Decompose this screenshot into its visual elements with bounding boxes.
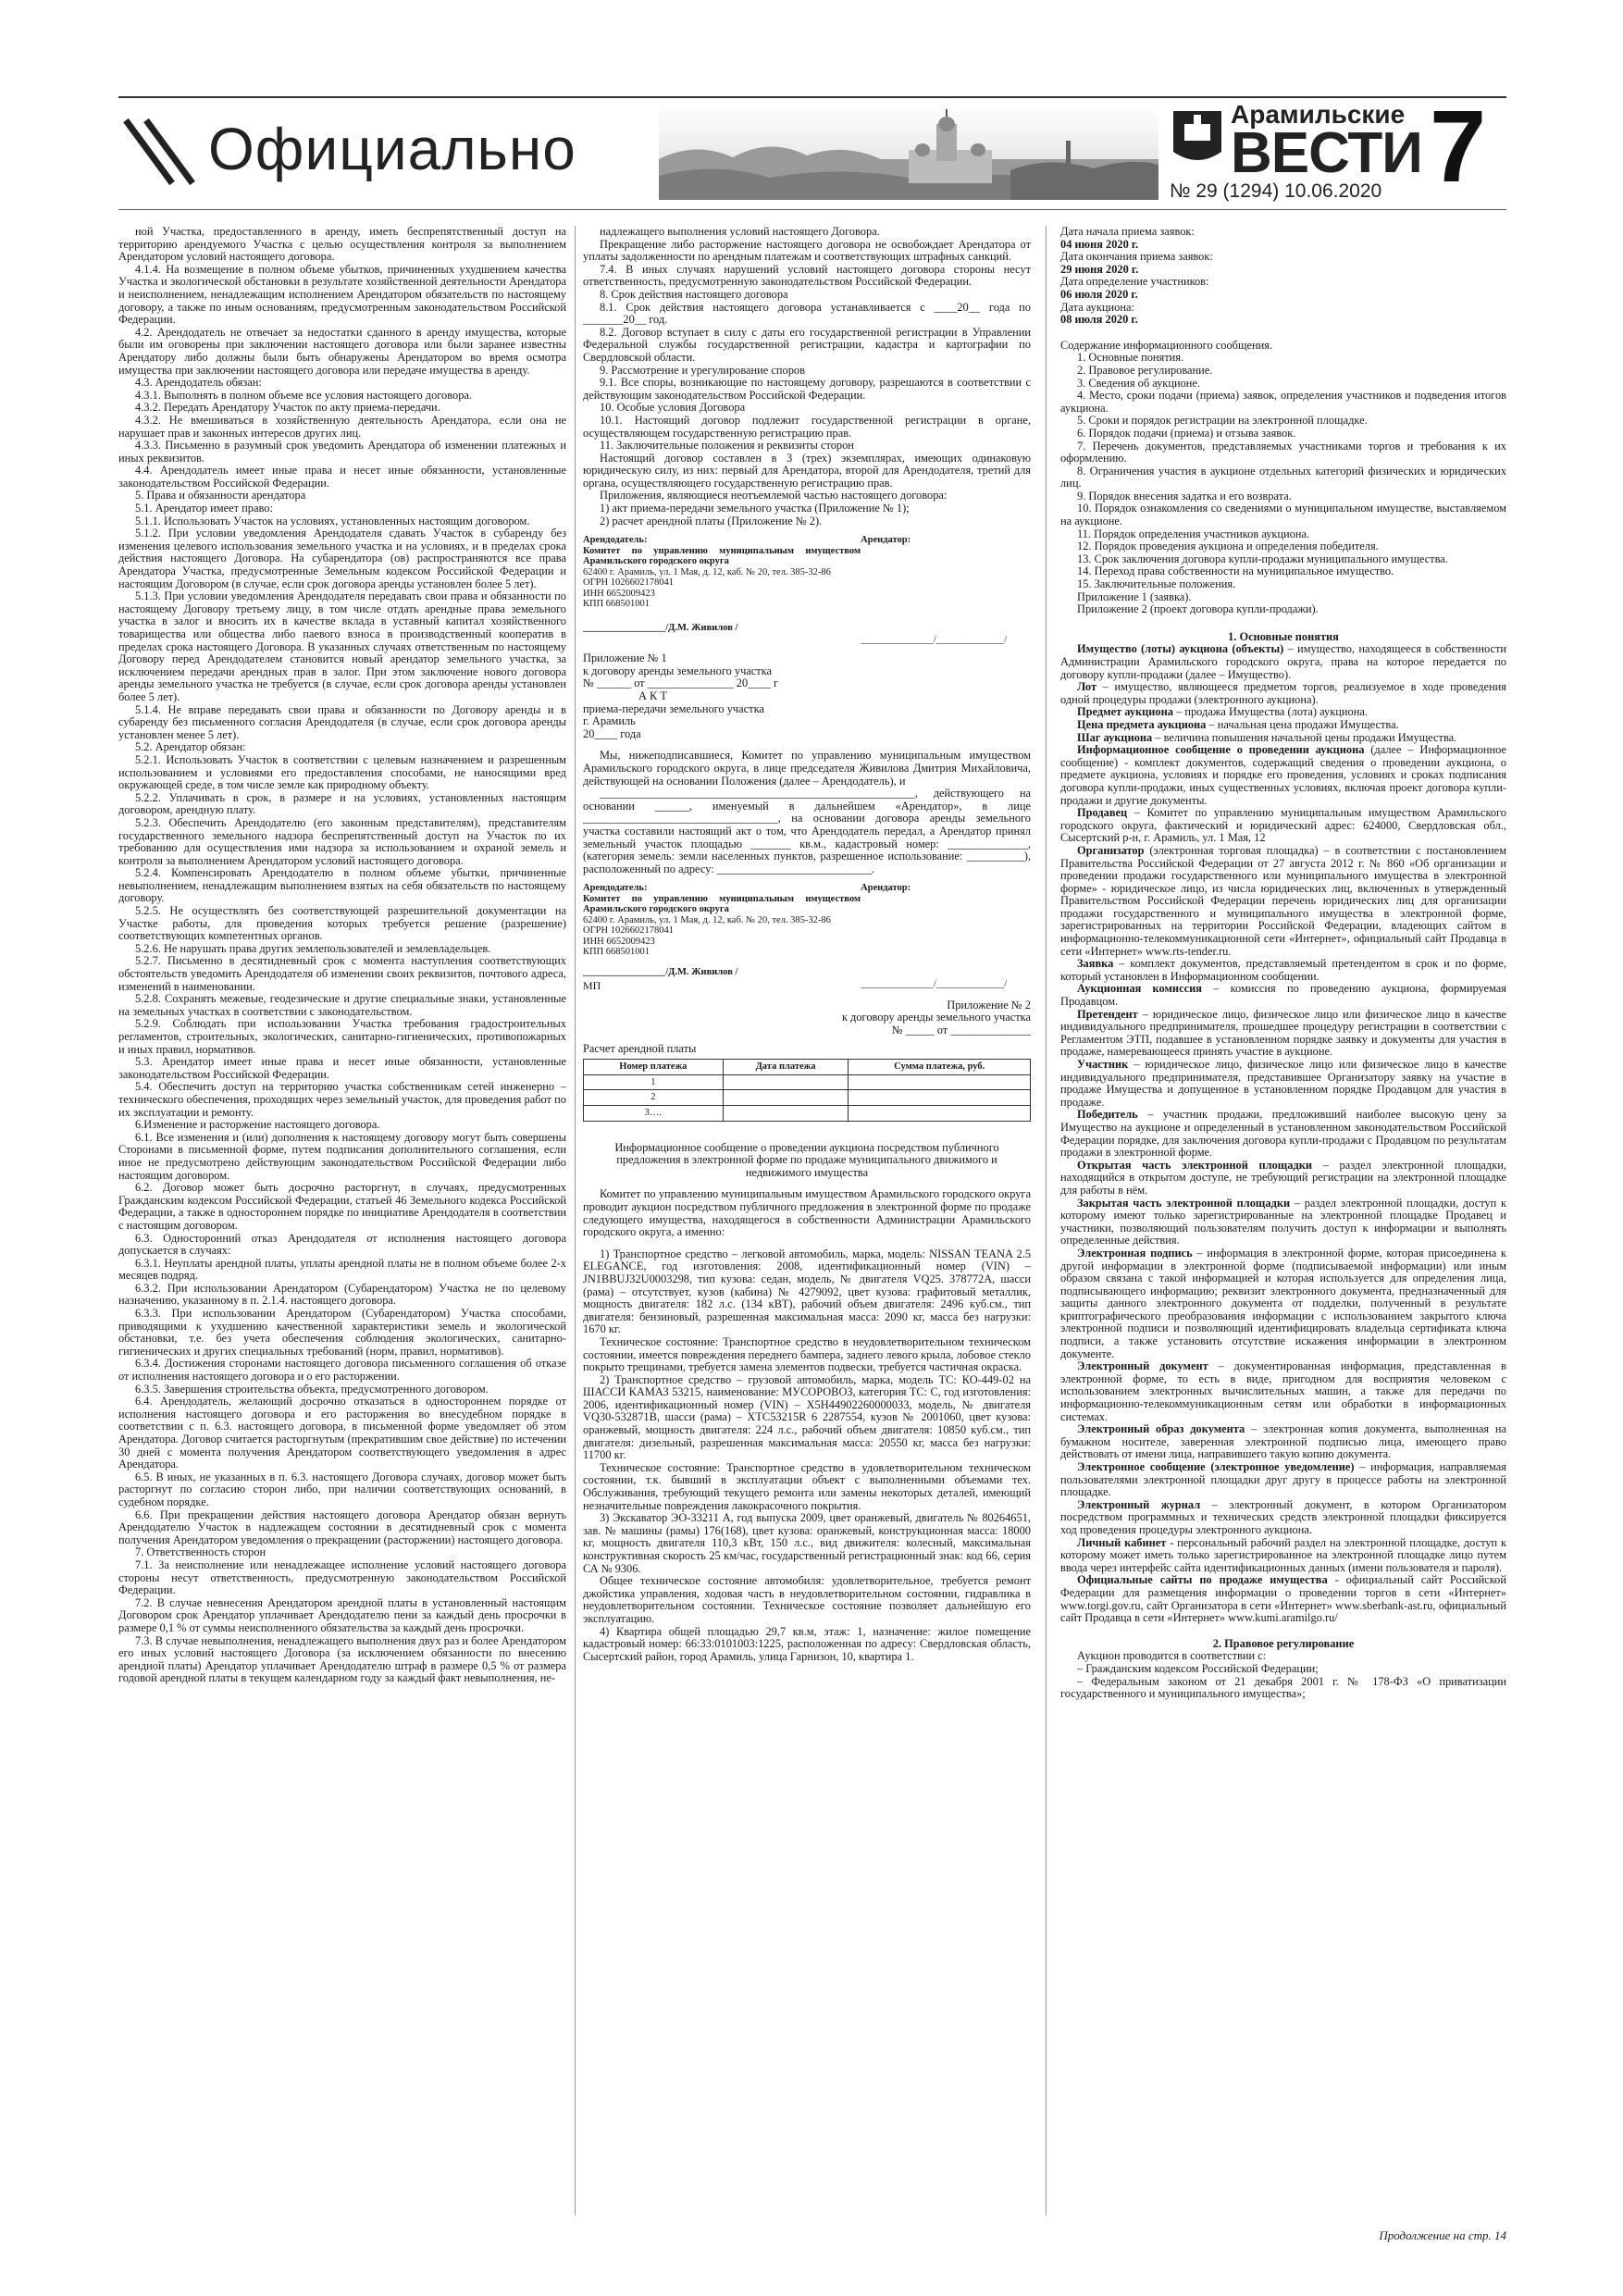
contract-paragraph: 10. Особые условия Договора: [600, 401, 746, 415]
contract-paragraph: 8.1. Срок действия настоящего договора устанавливается с ____20__ года по _______20__ год.: [583, 300, 1031, 327]
definition-item: [1060, 1360, 1506, 1423]
date-label: Дата окончания приема заявок:: [1060, 250, 1213, 264]
contract-paragraph: 6.3. Односторонний отказ Арендодателя от исполнения настоящего договора допускается в случаях:: [118, 1231, 566, 1258]
definition-term: Шаг аукциона: [1077, 730, 1153, 744]
definition-item: [1060, 845, 1506, 958]
contract-paragraph: 6.3.1. Неуплаты арендной платы, уплаты арендной платы не в полном объеме более 2-х месяцев подряд.: [118, 1256, 566, 1283]
definition-text: – раздел электронной площадки, доступ к которому имеют только зарегистрированные на электронной площадке Продавец и участники, позволяющий пользователям получить доступ к информации и выполнять определенные действия.: [1060, 1196, 1506, 1247]
contract-paragraph: надлежащего выполнения условий настоящего Договора.: [600, 226, 880, 238]
contract-paragraph: 4.3.2. Передать Арендатору Участок по акту приема-передачи.: [135, 401, 440, 415]
auction-dates: [1060, 226, 1506, 327]
contract-paragraph: 5.1. Арендатор имеет право:: [135, 502, 273, 515]
column-divider: [575, 226, 576, 2215]
contract-paragraph: 6.5. В иных, не указанных в п. 6.3. настоящего Договора случаях, договор может быть расторгнут по согласию сторон либо, при наличии соответствующих оснований, в судебном порядке.: [118, 1470, 566, 1508]
double-slash-icon: [118, 111, 202, 194]
contract-paragraph: 5.2.9. Соблюдать при использовании Участка требования градостроительных регламентов, строительных, экологических, санитарно-гигиенических, противопожарных и иных правил, нормативов.: [118, 1017, 566, 1056]
definition-term: Открытая часть электронной площадки: [1077, 1158, 1313, 1172]
town-photo-image: [659, 104, 1158, 200]
contract-paragraph: 4.1.4. На возмещение в полном объеме убытков, причиненных ухудшением качества Участка и экологической обстановки в результате хозяйственной деятельности Арендатора и неисполнением, ненадлежащим исполнением Арендатором обязательств по настоящему договору, а также по иным основаниям, предусмотренным законодательством Российской Федерации.: [118, 262, 566, 327]
contract-paragraph: 6.2. Договор может быть досрочно расторгнут, в случаях, предусмотренных Гражданским кодексом Российской Федерации, статьей 46 Земельного кодекса Российской Федерации, а также в одностороннем порядке по инициативе Арендодателя в соответствии с настоящим договором.: [118, 1181, 566, 1232]
table-row: 3….: [584, 1106, 1031, 1122]
definition-term: Информационное сообщение о проведении аукциона: [1077, 743, 1365, 757]
contract-paragraph: 2) расчет арендной платы (Приложение № 2).: [600, 514, 823, 527]
contents-item: 12. Порядок проведения аукциона и определения победителя.: [1077, 540, 1379, 553]
auction-lot-paragraph: Техническое состояние: Транспортное средство в удовлетворительном техническом состоянии, т.к. бывший в эксплуатации объект с выполненными объемами тех. Обслуживания, требующий текущего ремонта или замены некоторых деталей, имеющий незначительные повреждения лакокрасочного покрытия.: [583, 1460, 1031, 1512]
contract-paragraph: 6.6. При прекращении действия настоящего договора Арендатор обязан вернуть Арендодателю Участок в надлежащем состоянии в десятидневный срок с момента получения Арендатором уведомления о прекращении (расторжении) настоящего договора.: [118, 1508, 566, 1546]
date-value: 08 июля 2020 г.: [1060, 313, 1138, 327]
definition-item: [1060, 1423, 1506, 1461]
contract-paragraph: 9. Рассмотрение и урегулирование споров: [600, 363, 805, 377]
contract-paragraph: 7.1. За неисполнение или ненадлежащее исполнение условий настоящего договора стороны несут ответственность, предусмотренную законодательством Российской Федерации.: [118, 1558, 566, 1597]
contents-item: 10. Порядок ознакомления со сведениями о муниципальном имуществе, выставляемом на аукционе.: [1060, 502, 1506, 528]
auction-lot-paragraph: Общее техническое состояние автомобиля: удовлетворительное, требуется ремонт джойстика управления, ходовая часть в неудовлетворительном состоянии, гидравлика в неудовлетворительном состоянии. Техническое состояние позволяет дальнейшую его эксплуатацию.: [583, 1574, 1031, 1625]
definition-text: – документированная информация, представленная в электронной форме, то есть в виде, пригодном для восприятия человеком с использованием электронных вычислительных машин, а также для передачи по информационно-телекоммуникационным сетям или обработки в информационных системах.: [1060, 1359, 1506, 1423]
definition-term: Продавец: [1077, 806, 1128, 820]
contract-paragraph: 5.2.5. Не осуществлять без соответствующей разрешительной документации на Участке работы, для проведения которых требуется решение (разрешение) соответствующих компетентных органов.: [118, 904, 566, 943]
contract-paragraph: 5.4. Обеспечить доступ на территорию участка собственникам сетей инженерно – технического обеспечения, проходящих через земельный участок, для проведения работ по их эксплуатации и ремонту.: [118, 1080, 566, 1119]
definition-term: Участник: [1077, 1058, 1129, 1071]
contract-paragraph: 10.1. Настоящий договор подлежит государственной регистрации в органе, осуществляющем государственную регистрацию прав.: [583, 413, 1031, 440]
definition-term: Организатор: [1077, 843, 1145, 857]
contents-item: 7. Перечень документов, представляемых участниками торгов и требования к их оформлению.: [1060, 439, 1506, 465]
issue-number-date: № 29 (1294) 10.06.2020: [1170, 180, 1382, 202]
definition-term: Победитель: [1077, 1108, 1138, 1122]
definition-text: – юридическое лицо, физическое лицо или физическое лицо в качестве индивидуального предпринимателя, представившее Организатору заявку на участие в продаже Имущества и допущенное в установленном порядке Продавцом для участия в продаже.: [1060, 1058, 1506, 1109]
table-row: 1: [584, 1074, 1031, 1090]
definition-item: [1060, 1574, 1506, 1624]
contract-paragraph: 5.1.2. При условии уведомления Арендодателя сдавать Участок в субаренду без изменения целевого использования земельного участка и на условиях, и в пределах срока действия настоящего Договора. На субарендатора (ов) распространяются все права Арендатора Участка, предусмотренные Земельным кодексом Российской Федерации и настоящим Договором (в случае, если срок договора аренды установлен более 5 лет).: [118, 527, 566, 590]
definition-term: Электронное сообщение (электронное уведомление): [1077, 1460, 1355, 1473]
contents-item: 3. Сведения об аукционе.: [1077, 376, 1200, 390]
column-auction-info: Дата начала приема заявок: 04 июня 2020 г. Дата окончания приема заявок: 29 июня 2020 г. Дата определение участников: 06 июля 2020 г. Дата аукциона: 08 июля 2020 г. Содержание информационного сообщения. 1. Основные понятия. 2. Правовое регулирование. 3. Сведения об аукционе. 4. Место, сроки подачи (приема) заявок, определения участников и подведения итогов аукциона. 5. Сроки и порядок регистрации на электронной площадке. 6. Порядок подачи (приема) и отзыва заявок. 7. Перечень документов, представляемых участниками торгов и требования к их оформлению. 8. Ограничения участия в аукционе отдельных категорий физических и юридических лиц. 9. Порядок внесения задатка и его возврата. 10. Порядок ознакомления со сведениями о муниципальном имуществе, выставляемом на аукционе. 11. Порядок определения участников аукциона. 12. Порядок проведения аукциона и определения победителя. 13. Срок заключения договора купли-продажи муниципального имущества. 14. Переход права собственности на муниципальное имущество. 15. Заключительные положения. Приложение 1 (заявка). Приложение 2 (проект договора купли-продажи). 1. Основные понятия Имущество (лоты) аукциона (объекты) – имущество, находящееся в собственности Администрации Арамильского городского округа, права на которое передается по договору купли-продажи (далее – Имущество). Лот – имущество, являющееся предметом торгов, реализуемое в ходе проведения одной процедуры продажи (электронного аукциона). Предмет аукциона – продажа Имущества (лота) аукциона. Цена предмета аукциона – начальная цена продажи Имущества. Шаг аукциона – величина повышения начальной цены продажи Имущества. Информационное сообщение о проведении аукциона (далее – Информационное сообщение) - комплект документов, содержащий сведения о проведении аукциона, о предмете аукциона, условиях и порядке его проведения, условиях и сроках подписания договора купли-продажи, иных существенных условиях, включая проект договора купли-продажи и другие документы. Продавец – Комитет по управлению муниципальным имуществом Арамильского городского округа, фактический и юридический адрес: 624000, Свердловская обл., Сысертский р-н, г. Арамиль, ул. 1 Мая, 12 Организатор (электронная торговая площадка) – в соответствии с постановлением Правительства Российской Федерации от 27 августа 2012 г. № 860 «Об организации и проведении продажи государственного или муниципального имущества в электронной форме» - юридическое лицо, из числа юридических лиц, включенных в утвержденный Правительством Российской Федерации перечень юридических лиц для организации продажи государственного и муниципального имущества в электронной форме, зарегистрированных на территории Российской Федерации, владеющих сайтом в информационно-телекоммуникационной сети «Интернет», официальный сайт Продавца в сети «Интернет» www.rts-tender.ru. Заявка – комплект документов, представляемый претендентом в срок и по форме, который установлен в Информационном сообщении. Аукционная комиссия – комиссия по проведению аукциона, формируемая Продавцом. Претендент – юридическое лицо, физическое лицо или физическое лицо в качестве индивидуального предпринимателя, прошедшее процедуру регистрации в соответствии с Регламентом ЭТП, подавшее в установленном порядке заявку и документы для участия в продаже, намеревающееся принять участие в аукционе. Участник – юридическое лицо, физическое лицо или физическое лицо в качестве индивидуального предпринимателя, представившее Организатору заявку на участие в продаже Имущества и допущенное в установленном порядке Продавцом для участия в продаже. Победитель – участник продажи, предложивший наиболее высокую цену за Имущество на аукционе и определенный в установленном законодательством Российской Федерации порядке, для заключения договора купли-продажи с Продавцом по результатам продажи в электронной форме. Открытая часть электронной площадки – раздел электронной площадки, находящийся в открытом доступе, не требующий регистрации на электронной площадке для работы в нём. Закрытая часть электронной площадки – раздел электронной площадки, доступ к которому имеют только зарегистрированные на электронной площадке Продавец и участники, позволяющий пользователям получить доступ к информации и выполнять определенные действия. Электронная подпись – информация в электронной форме, которая присоединена к другой информации в электронной форме (подписываемой информации) или иным образом связана с такой информацией и которая используется для определения лица, подписывающего информацию; реквизит электронного документа, предназначенный для защиты данного электронного документа от подделки, полученный в результате криптографического преобразования информации с использованием закрытого ключа электронной подписи и позволяющий идентифицировать владельца сертификата ключа подписи, а также установить отсутствие искажения информации в электронном документе. Электронный документ – документированная информация, представленная в электронной форме, то есть в виде, пригодном для восприятия человеком с использованием электронных вычислительных машин, а также для передачи по информационно-телекоммуникационным сетям или обработки в информационных системах. Электронный образ документа – электронная копия документа, выполненная на бумажном носителе, заверенная электронной подписью лица, имеющего право действовать от имени лица, направившего такую копию документа. Электронное сообщение (электронное уведомление) – информация, направляемая пользователями электронной площадки друг другу в процессе работы на электронной площадке. Электронный журнал – электронный документ, в котором Организатором посредством программных и технических средств электронной площадки фиксируется ход проведения процедуры электронного аукциона. Личный кабинет - персональный рабочий раздел на электронной площадке, доступ к которому может иметь только зарегистрированное на электронной площадке лицо путем ввода через интерфейс сайта идентификационных данных (имени пользователя и пароля). Официальные сайты по продаже имущества - официальный сайт Российской Федерации для размещения информации о проведении торгов в сети «Интернет» www.torgi.gov.ru, сайт Организатора в сети «Интернет» www.sberbank-ast.ru, официальный сайт Продавца в сети «Интернет» www.kumi.aramilgo.ru/ 2. Правовое регулирование Аукцион проводится в соответствии с: – Гражданским кодексом Российской Федерации; – Федеральным законом от 21 декабря 2001 г. № 178-ФЗ «О приватизации государственного и муниципального имущества»;: [1060, 226, 1506, 1701]
contract-paragraph: 5. Права и обязанности арендатора: [135, 489, 306, 503]
contract-end-clauses: [583, 226, 1031, 527]
appendix-1: Приложение № 1 к договору аренды земельного участка № ______ от _______________ 20____ г А К Т приема-передачи земельного участка г. Арамиль 20____ года Мы, нижеподписавшиеся, Комитет по управлению муниципальным имуществом Арамильского городского округа, в лице председателя Живилова Дмитрия Михайловича, действующей на основании Положения (далее – Арендодатель), и _______________________________________________________, действующего на основании ______, именуемый в дальнейшем «Арендатор», в лице __________________________________, на основании договора аренды земельного участка составили настоящий акт о том, что Арендодатель передал, а Арендатор принял земельный участок площадью _______ кв.м., кадастровый номер: ______________, (категория земель: земли населенных пунктов, разрешенное использование: __________), расположенный по адресу: ___________________________.: [583, 652, 1031, 875]
column-lease-contract: [118, 226, 566, 2225]
definition-text: (электронная торговая площадка) – в соответствии с постановлением Правительства Российской Федерации от 27 августа 2012 г. № 860 «Об организации и проведении продажи государственного или муниципального имущества в электронной форме» - юридическое лицо, из числа юридических лиц, включенных в утвержденный Правительством Российской Федерации перечень юридических лиц для организации продажи государственного и муниципального имущества в электронной форме, зарегистрированных на территории Российской Федерации, владеющих сайтом в информационно-телекоммуникационной сети «Интернет», официальный сайт Продавца в сети «Интернет» www.rts-tender.ru.: [1060, 843, 1506, 958]
definition-text: - официальный сайт Российской Федерации для размещения информации о проведении торгов в сети «Интернет» www.torgi.gov.ru, сайт Организатора в сети «Интернет» www.sberbank-ast.ru, официальный сайт Продавца в сети «Интернет» www.kumi.aramilgo.ru/: [1060, 1573, 1506, 1625]
definition-item: [1060, 1198, 1506, 1247]
definition-item: [1060, 681, 1506, 706]
definition-term: Предмет аукциона: [1077, 705, 1173, 719]
definition-text: – раздел электронной площадки, находящийся в открытом доступе, не требующий регистрации на электронной площадке для работы в нём.: [1060, 1158, 1506, 1197]
definition-item: [1060, 1499, 1506, 1537]
contract-paragraph: 6.1. Все изменения и (или) дополнения к настоящему договору могут быть совершены Сторонами в письменной форме, путем подписания дополнительного соглашения, если иное не предусмотрено действующим законодательством Российской Федерации либо настоящим договором.: [118, 1130, 566, 1182]
definition-item: [1060, 807, 1506, 845]
definition-item: [1060, 983, 1506, 1008]
definition-text: – продажа Имущества (лота) аукциона.: [1172, 705, 1368, 719]
contract-paragraph: Настоящий договор составлен в 3 (трех) экземплярах, имеющих одинаковую юридическую силу, из них: первый для Арендатора, второй для Арендодателя, третий для органа, осуществляющего государственную регистрацию прав.: [583, 451, 1031, 490]
contract-paragraph: 4.3. Арендодатель обязан:: [135, 376, 262, 390]
contract-paragraph: 5.2.2. Уплачивать в срок, в размере и на условиях, установленных настоящим договором, арендную плату.: [118, 790, 566, 817]
definition-text: – Комитет по управлению муниципальным имуществом Арамильского городского округа, фактический и юридический адрес: 624000, Свердловская обл., Сысертский р-н, г. Арамиль, ул. 1 Мая, 12: [1060, 806, 1506, 845]
contents-item: 2. Правовое регулирование.: [1077, 363, 1213, 377]
date-value: 06 июля 2020 г.: [1060, 287, 1138, 301]
definition-text: – комиссия по проведению аукциона, формируемая Продавцом.: [1060, 982, 1506, 1009]
definition-item: [1060, 958, 1506, 983]
definition-term: Цена предмета аукциона: [1077, 717, 1207, 731]
contract-paragraph: 7.3. В случае невыполнения, ненадлежащего выполнения двух раз и более Арендатором его иных условий настоящего Договора (за исключением обязанности по внесению арендной платы) Арендатор уплачивает Арендодателю штраф в размере 0,5 % от размера годовой арендной платы в текущем календарном году за каждый факт невыполнения, не-: [118, 1633, 566, 1685]
definition-text: – имущество, находящееся в собственности Администрации Арамильского городского округа, права на которое передается по договору купли-продажи (далее – Имущество).: [1060, 642, 1506, 681]
definition-text: – участник продажи, предложивший наиболее высокую цену за Имущество на аукционе и определенный в установленном законодательством Российской Федерации порядке, для заключения договора купли-продажи с Продавцом по результатам продажи в электронной форме.: [1060, 1108, 1506, 1160]
contract-paragraph: 6.4. Арендодатель, желающий досрочно отказаться в одностороннем порядке от исполнения настоящего договора и его расторжения во внесудебном порядке в соответствии с п. 6.3. настоящего договора, в письменной форме уведомляет об этом Арендатора. Договор считается расторгнутым (прекратившим свое действие) по истечении 30 дней с момента получения Арендатором соответствующего уведомления в адрес Арендатора.: [118, 1395, 566, 1471]
definition-item: [1060, 1537, 1506, 1575]
contract-paragraph: 5.2.1. Использовать Участок в соответствии с целевым назначением и разрешенным использованием и условиями его предоставления способами, не наносящими вред окружающей среде, в том числе земле как природному объекту.: [118, 752, 566, 792]
definition-item: [1060, 1247, 1506, 1360]
definitions-list: [1060, 643, 1506, 1624]
contract-paragraph: Прекращение либо расторжение настоящего договора не освобождает Арендатора от уплаты задолженности по арендным платежам и соответствующих штрафных санкций.: [583, 237, 1031, 264]
contract-paragraph: 5.1.1. Использовать Участок на условиях, установленных настоящим договором.: [135, 514, 530, 527]
definition-text: – комплект документов, представляемый претендентом в срок и по форме, который установлен в Информационном сообщении.: [1060, 957, 1506, 983]
contents-item: 11. Порядок определения участников аукциона.: [1077, 527, 1310, 540]
contract-paragraph: 5.1.4. Не вправе передавать свои права и обязанности по Договору аренды и в субаренду без письменного согласия Арендодателя (в случае, если срок договора аренды установлен менее 5 лет).: [118, 702, 566, 741]
contents-list: [1060, 352, 1506, 615]
auction-lot-paragraph: 4) Квартира общей площадью 29,7 кв.м, этаж: 1, назначение: жилое помещение кадастровый номер: 66:33:0101003:1225, расположенная по адресу: Свердловская область, Сысертский район, город Арамиль, улица Гарнизон, 10, квартира 1.: [583, 1624, 1031, 1663]
definition-item: [1060, 1109, 1506, 1159]
contents-item: 1. Основные понятия.: [1077, 351, 1184, 365]
contract-paragraph: 4.2. Арендодатель не отвечает за недостатки сданного в аренду имущества, которые были им оговорены при заключении настоящего договора или были заранее известны Арендатору либо должны были быть обнаружены Арендатором во время осмотра имущества при заключении настоящего договора или передаче имущества в аренду.: [118, 325, 566, 377]
auction-lot-paragraph: 1) Транспортное средство – легковой автомобиль, марка, модель: NISSAN TEANA 2.5 ELEGANCE, год изготовления: 2008, идентификационный номер (VIN) – JN1BBUJ32U0003298, тип кузова: седан, модель, № двигателя VQ25. 378772A, шасси (рама) – отсутствует, кузов (кабина) № 4279092, цвет кузова: графитовый металлик, мощность двигателя: 182 л.с. (134 кВТ), рабочий объем двигателя: 2496 куб.см., тип двигателя: бензиновый, разрешенная максимальная масса: 2090 кг, масса без нагрузки: 1670 кг.: [583, 1247, 1031, 1336]
contents-item: Приложение 2 (проект договора купли-продажи).: [1077, 602, 1319, 616]
signature-block-1: Арендодатель: Комитет по управлению муниципальным имуществом Арамильского городского округа 62400 г. Арамиль, ул. 1 Мая, д. 12, каб. № 20, тел. 385-32-86 ОГРН 1026602178041 ИНН 6652009423 КПП 668501001 _________________/Д.М. Живилов / Арендатор: _______________/______________/: [583, 535, 1008, 645]
definition-item: [1060, 1461, 1506, 1499]
contract-paragraph: 5.1.3. При условии уведомления Арендодателя передавать свои права и обязанности по настоящему Договору третьему лицу, в том числе отдать арендные права земельного участка в залог и вносить их в качестве вклада в уставный капитал хозяйственного товарищества или общества либо паевого взноса в производственный кооператив в пределах срока настоящего Договора. В указанных случаях ответственным по настоящему Договору перед Арендодателем становится новый арендатор земельного участка, за исключением передачи арендных прав в залог. При этом заключение нового договора аренды земельного участка не требуется (в случае, если срок договора аренды установлен более 5 лет).: [118, 590, 566, 703]
definition-item: [1060, 744, 1506, 807]
definition-term: Имущество (лоты) аукциона (объекты): [1077, 642, 1284, 656]
auction-notice: Информационное сообщение о проведении аукциона посредством публичного предложения в электронной форме по продаже муниципального движимого и недвижимого имущества Комитет по управлению муниципальным имуществом Арамильского городского округа проводит аукцион посредством публичного предложения в электронной форме по продаже следующего имущества, находящегося в собственности Администрации Арамильского городского округа, а именно: 1) Транспортное средство – легковой автомобиль, марка, модель: NISSAN TEANA 2.5 ELEGANCE, год изготовления: 2008, идентификационный номер (VIN) – JN1BBUJ32U0003298, тип кузова: седан, модель, № двигателя VQ25. 378772A, шасси (рама) – отсутствует, кузов (кабина) № 4279092, цвет кузова: графитовый металлик, мощность двигателя: 182 л.с. (134 кВТ), рабочий объем двигателя: 2496 куб.см., тип двигателя: бензиновый, разрешенная максимальная масса: 2090 кг, масса без нагрузки: 1670 кг. Техническое состояние: Транспортное средство в неудовлетворительном техническом состоянии, имеется повреждения переднего бампера, заднего левого крыла, лобовое стекло покрыто трещинами, требуется замена элементов подвески, требуется частичная окраска. 2) Транспортное средство – грузовой автомобиль, марка, модель ТС: КО-449-02 на ШАССИ КАМАЗ 53215, наименование: МУСОРОВОЗ, категория ТС: С, год изготовления: 2006, идентификационный номер (VIN) – Х5Н44902260000033, модель, № двигателя VQ30-532871B, шасси (рама) – XTC53215R 6 2287554, кузов № 2001060, цвет кузова: оранжевый, мощность двигателя: 224 л.с., рабочий объем двигателя: 10850 куб.см., тип двигателя: дизельный, разрешенная максимальная масса: 20550 кг, масса без нагрузки: 11700 кг. Техническое состояние: Транспортное средство в удовлетворительном техническом состоянии, т.к. бывший в эксплуатации объект с выполненными объемами тех. Обслуживания, требующий текущего ремонта или замены некоторых деталей, имеющий незначительные повреждения лакокрасочного покрытия. 3) Экскаватор ЭО-33211 А, год выпуска 2009, цвет оранжевый, двигатель № 80264651, зав. № машины (рамы) 176(168), цвет кузова: оранжевый, конструкционная масса: 18000 кг, мощность двигателя 110,3 кВт, 150 л.с., вид движителя: колесный, максимальная конструктивная скорость 25 км/час, государственный регистрационный знак: код 66, серия СА № 9306. Общее техническое состояние автомобиля: удовлетворительное, требуется ремонт джойстика управления, ходовая часть в неудовлетворительном состоянии, гидравлика в неудовлетворительном состоянии. Техническое состояние позволяет дальнейшую его эксплуатацию. 4) Квартира общей площадью 29,7 кв.м, этаж: 1, назначение: жилое помещение кадастровый номер: 66:33:0101003:1225, расположенная по адресу: Свердловская область, Сысертский район, город Арамиль, улица Гарнизон, 10, квартира 1.: [583, 1140, 1031, 1663]
column-contract-and-auction: [583, 226, 1031, 2225]
definition-text: – юридическое лицо, физическое лицо или физическое лицо в качестве индивидуального предпринимателя, прошедшее процедуру регистрации в соответствии с Регламентом ЭТП, подавшее в установленном порядке заявку и документы для участия в продаже, намеревающееся принять участие в аукционе.: [1060, 1007, 1506, 1059]
contract-paragraph: 6.3.5. Завершения строительства объекта, предусмотренного договором.: [135, 1382, 489, 1396]
definition-item: [1060, 706, 1506, 719]
section-title: Официально: [208, 116, 576, 182]
contract-paragraph: 5.2.3. Обеспечить Арендодателю (его законным представителям), представителям государственного земельного надзора беспрепятственный доступ на Участок по их требованию для осуществления ими надзора за использованием и охраной земель и контроля за выполнением Арендатором условий настоящего договора.: [118, 815, 566, 867]
contract-paragraph: 5.2.4. Компенсировать Арендодателю в полном объеме убытки, причиненные невыполнением, ненадлежащим выполнением взятых на себя обязательств по настоящему договору.: [118, 866, 566, 905]
definition-term: Личный кабинет: [1077, 1535, 1167, 1549]
contents-item: 8. Ограничения участия в аукционе отдельных категорий физических и юридических лиц.: [1060, 464, 1506, 490]
auction-lot-paragraph: 2) Транспортное средство – грузовой автомобиль, марка, модель ТС: КО-449-02 на ШАССИ КАМАЗ 53215, наименование: МУСОРОВОЗ, категория ТС: С, год изготовления: 2006, идентификационный номер (VIN) – Х5Н44902260000033, модель, № двигателя VQ30-532871B, шасси (рама) – XTC53215R 6 2287554, кузов № 2001060, цвет кузова: оранжевый, мощность двигателя: 224 л.с., рабочий объем двигателя: 10850 куб.см., тип двигателя: дизельный, разрешенная максимальная масса: 20550 кг, масса без нагрузки: 11700 кг.: [583, 1372, 1031, 1462]
definition-text: – электронный документ, в котором Организатором посредством программных и технических средств электронной площадки фиксируется ход проведения процедуры электронного аукциона.: [1060, 1497, 1506, 1536]
contract-paragraph: ной Участка, предоставленного в аренду, иметь беспрепятственный доступ на территорию арендуемого Участка с целью осуществления контроля за выполнением Арендатором условий настоящего договора.: [118, 226, 566, 264]
definition-item: [1060, 719, 1506, 732]
definition-text: – электронная копия документа, выполненная на бумажном носителе, заверенная электронной подписью лица, имеющего право действовать от имени лица, направившего такую копию документа.: [1060, 1422, 1506, 1461]
continued-note: Продолжение на стр. 14: [1379, 2228, 1506, 2242]
definition-term: Электронная подпись: [1077, 1246, 1193, 1260]
contract-paragraph: 4.3.3. Письменно в разумный срок уведомить Арендатора об изменении платежных и иных реквизитов.: [118, 439, 566, 465]
legal-basis-list: [1060, 1650, 1506, 1700]
contract-paragraph: 9.1. Все споры, возникающие по настоящему договору, разрешаются в соответствии с действующим законодательством Российской Федерации.: [583, 376, 1031, 402]
header-bottom-rule: [118, 209, 1506, 210]
page-number: 7: [1430, 90, 1487, 204]
newspaper-name-top: Арамильские: [1231, 100, 1406, 129]
contract-paragraph: 5.2.7. Письменно в десятидневный срок с момента наступления соответствующих обстоятельств уведомить Арендодателя об изменении своих реквизитов, почтового адреса, изменений в наименовании.: [118, 954, 566, 993]
definition-item: [1060, 1009, 1506, 1059]
definition-item: [1060, 732, 1506, 745]
newspaper-name-main: ВЕСТИ: [1231, 121, 1422, 185]
contents-item: 15. Заключительные положения.: [1077, 577, 1236, 591]
appendix-2: Приложение № 2 к договору аренды земельного участка № _____ от ______________ Расчет арендной платы Номер платежа Дата платежа Сумма платежа, руб. 1 2 3….: [583, 999, 1031, 1122]
definition-text: (далее – Информационное сообщение) - комплект документов, содержащий сведения о проведении аукциона, о предмете аукциона, условиях и порядке его проведения, условиях и сроках подписания договора купли-продажи, иных существенных условиях, включая проект договора купли-продажи и другие документы.: [1060, 743, 1506, 807]
date-label: Дата определение участников:: [1060, 275, 1209, 289]
contract-paragraph: Приложения, являющиеся неотъемлемой частью настоящего договора:: [600, 489, 948, 503]
contract-paragraph: 7.2. В случае невнесения Арендатором арендной платы в установленный настоящим Договором срок Арендатор уплачивает Арендодателю пени за каждый день просрочки в размере 0,1 % от суммы неисполненного обязательства за каждый день просрочки.: [118, 1595, 566, 1634]
contract-paragraph: 11. Заключительные положения и реквизиты сторон: [600, 439, 854, 453]
definition-item: [1060, 1059, 1506, 1109]
definition-text: - персональный рабочий раздел на электронной площадке, доступ к которому может иметь только зарегистрированное на электронной площадке лицо путем ввода через интерфейс сайта идентификационных данных (имени пользователя и пароля).: [1060, 1535, 1506, 1574]
contract-paragraph: 6.3.4. Достижения сторонами настоящего договора письменного соглашения об отказе от исполнения настоящего договора и о его расторжении.: [118, 1357, 566, 1384]
auction-lot-paragraph: 3) Экскаватор ЭО-33211 А, год выпуска 2009, цвет оранжевый, двигатель № 80264651, зав. № машины (рамы) 176(168), цвет кузова: оранжевый, конструкционная масса: 18000 кг, мощность двигателя 110,3 кВт, 150 л.с., вид движителя: колесный, максимальная конструктивная скорость 25 км/час, государственный регистрационный знак: код 66, серия СА № 9306.: [583, 1511, 1031, 1575]
definition-term: Электронный образ документа: [1077, 1422, 1245, 1436]
definition-term: Аукционная комиссия: [1077, 982, 1202, 996]
contents-item: 14. Переход права собственности на муниципальное имущество.: [1077, 565, 1394, 578]
contract-paragraph: 7.4. В иных случаях нарушений условий настоящего договора стороны несут ответственность, предусмотренную законодательством Российской Федерации.: [583, 262, 1031, 289]
contract-paragraph: 5.3. Арендатор имеет иные права и несет иные обязанности, установленные законодательством Российской Федерации.: [118, 1055, 566, 1081]
contents-item: Приложение 1 (заявка).: [1077, 590, 1192, 603]
contract-paragraph: 1) акт приема-передачи земельного участка (Приложение № 1);: [600, 502, 910, 515]
contract-paragraph: 6.3.3. При использовании Арендатором (Субарендатором) Участка способами, приводящими к ухудшению качественной характеристики земель и экологической обстановки, т.е. без учета обеспечения соблюдения экологических, санитарно-гигиенических и других специальных требований (норм, правил, нормативов).: [118, 1307, 566, 1358]
contents-item: 9. Порядок внесения задатка и его возврата.: [1077, 489, 1292, 503]
contract-paragraph: 4.3.2. Не вмешиваться в хозяйственную деятельность Арендатора, если она не нарушает прав и законных интересов других лиц.: [118, 413, 566, 440]
definition-text: – величина повышения начальной цены продажи Имущества.: [1152, 730, 1457, 744]
definition-term: Закрытая часть электронной площадки: [1077, 1196, 1291, 1210]
table-row: 2: [584, 1090, 1031, 1106]
definition-item: [1060, 643, 1506, 681]
payment-table: Номер платежа Дата платежа Сумма платежа, руб. 1 2 3….: [583, 1059, 1031, 1121]
contract-paragraph: 8. Срок действия настоящего договора: [600, 287, 788, 301]
contract-paragraph: 8.2. Договор вступает в силу с даты его государственной регистрации в Управлении Федеральной службы государственной регистрации, кадастра и картографии по Свердловской области.: [583, 325, 1031, 364]
auction-lot-paragraph: Техническое состояние: Транспортное средство в неудовлетворительном техническом состоянии, имеется повреждения переднего бампера, заднего левого крыла, лобовое стекло покрыто трещинами, требуется замена элементов подвески, требуется частичная окраска.: [583, 1334, 1031, 1374]
column-divider: [1046, 226, 1047, 2215]
contract-paragraph: 7. Ответственность сторон: [135, 1545, 266, 1559]
contract-paragraph: 4.3.1. Выполнять в полном объеме все условия настоящего договора.: [135, 388, 473, 402]
contract-paragraph: 5.2.6. Не нарушать права других землепользователей и землевладельцев.: [135, 941, 491, 955]
contract-paragraph: 5.2. Арендатор обязан:: [135, 740, 246, 754]
date-label: Дата аукциона:: [1060, 300, 1134, 314]
contents-item: 4. Место, сроки подачи (приема) заявок, определения участников и подведения итогов аукциона.: [1060, 389, 1506, 415]
definition-term: Электронный документ: [1077, 1359, 1208, 1373]
contract-paragraph: 6.3.2. При использовании Арендатором (Субарендатором) Участка не по целевому назначению, указанному в п. 2.1.4. настоящего договора.: [118, 1281, 566, 1308]
definition-item: [1060, 1160, 1506, 1198]
definition-text: – информация, направляемая пользователями электронной площадки друг другу в процессе работы на электронной площадке.: [1060, 1460, 1506, 1499]
definition-text: – начальная цена продажи Имущества.: [1206, 717, 1399, 731]
date-value: 29 июня 2020 г.: [1060, 262, 1139, 276]
definition-term: Электронный журнал: [1077, 1497, 1201, 1511]
contents-item: 13. Срок заключения договора купли-продажи муниципального имущества.: [1077, 552, 1448, 565]
legal-basis-item: Аукцион проводится в соответствии с:: [1077, 1649, 1267, 1663]
contents-item: 6. Порядок подачи (приема) и отзыва заявок.: [1077, 426, 1296, 440]
header-top-rule: [118, 96, 1506, 98]
legal-basis-item: – Федеральным законом от 21 декабря 2001 г. № 178-ФЗ «О приватизации государственного и муниципального имущества»;: [1060, 1674, 1506, 1701]
contract-paragraph: 4.4. Арендодатель имеет иные права и несет иные обязанности, установленные законодательством Российской Федерации.: [118, 464, 566, 490]
contract-paragraph: 6.Изменение и расторжение настоящего договора.: [135, 1118, 380, 1132]
definition-term: Претендент: [1077, 1007, 1138, 1021]
contract-paragraph: 5.2.8. Сохранять межевые, геодезические и другие специальные знаки, установленные на земельных участках в соответствии с законодательством.: [118, 992, 566, 1018]
signature-block-2: Арендодатель: Комитет по управлению муниципальным имуществом Арамильского городского округа 62400 г. Арамиль, ул. 1 Мая, д. 12, каб. № 20, тел. 385-32-86 ОГРН 1026602178041 ИНН 6652009423 КПП 668501001 _________________/Д.М. Живилов / МП Арендатор: _______________/______________/: [583, 883, 1008, 993]
definition-term: Официальные сайты по продаже имущества: [1077, 1573, 1328, 1587]
legal-basis-item: – Гражданским кодексом Российской Федерации;: [1077, 1661, 1319, 1675]
definition-text: – информация в электронной форме, которая присоединена к другой информации в электронной форме (подписываемой информации) или иным образом связана с такой информацией и которая используется для определения лица, подписывающего информацию; реквизит электронного документа, предназначенный для защиты данного электронного документа от подделки, полученный в результате криптографического преобразования информации с использованием закрытого ключа электронной подписи и позволяющий идентифицировать владельца сертификата ключа подписи, а также установить отсутствие искажения информации в электронном документе.: [1060, 1246, 1506, 1360]
contents-item: 5. Сроки и порядок регистрации на электронной площадке.: [1077, 414, 1368, 428]
definition-term: Лот: [1077, 680, 1097, 694]
date-value: 04 июня 2020 г.: [1060, 237, 1139, 251]
date-label: Дата начала приема заявок:: [1060, 226, 1195, 238]
definition-text: – имущество, являющееся предметом торгов, реализуемое в ходе проведения одной процедуры продажи (электронного аукциона).: [1060, 680, 1506, 706]
definition-term: Заявка: [1077, 957, 1114, 971]
